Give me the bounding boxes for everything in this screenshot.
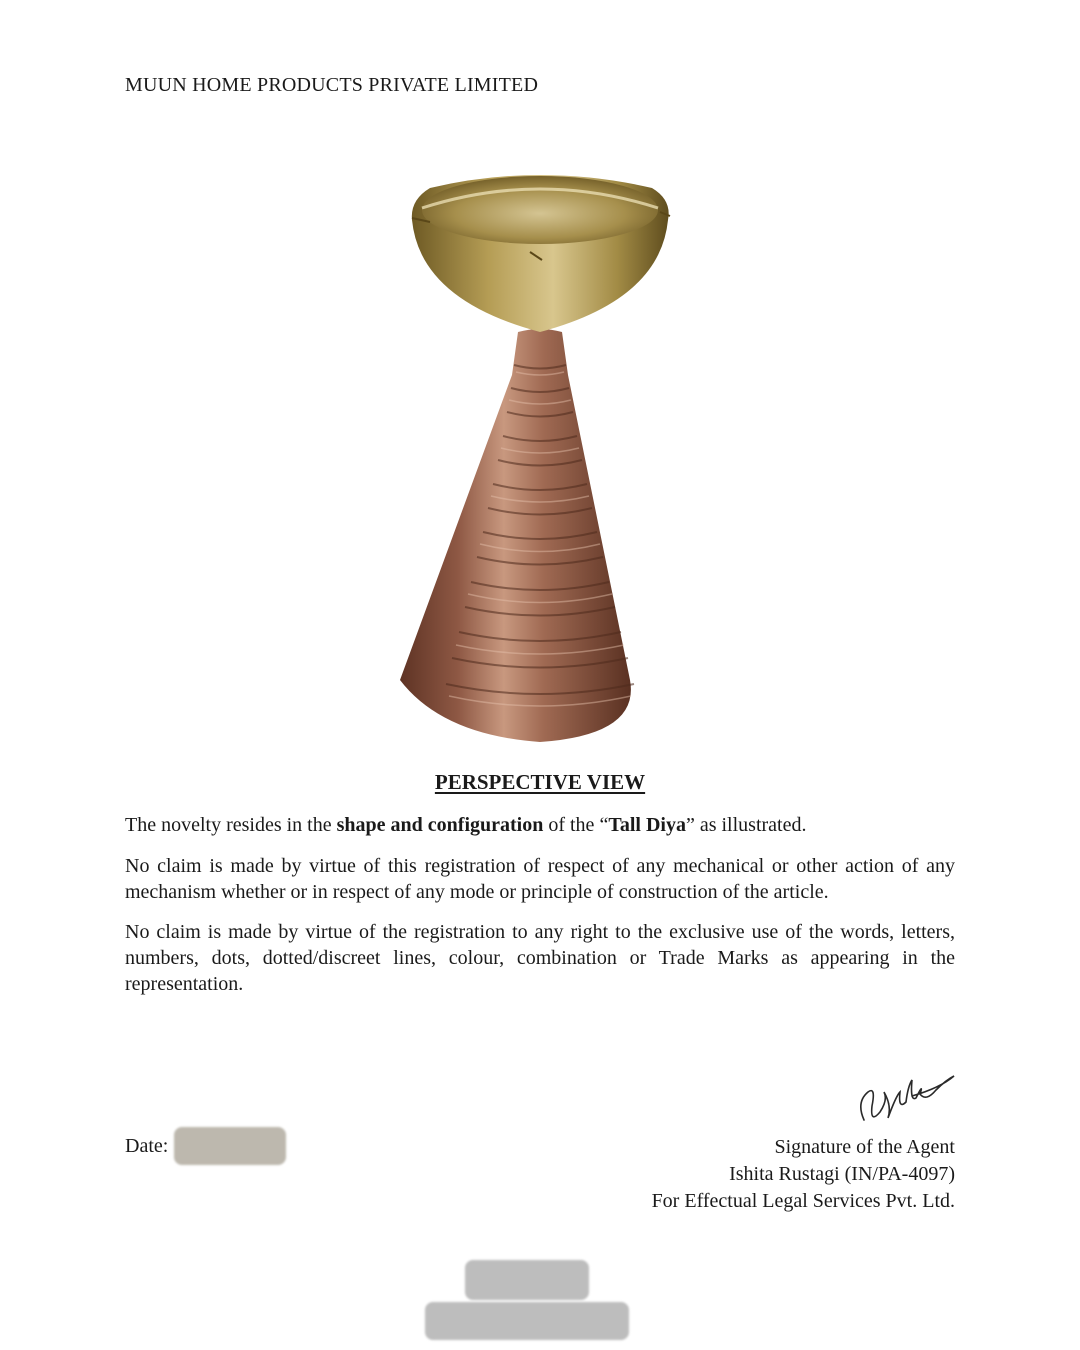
trademark-disclaimer: No claim is made by virtue of the registration to any right to the exclusive use of the words, letters, numbers, dots, dotted/discreet lines, colour, combination or Trade Marks as appearing in the representation. <box>125 921 955 995</box>
redacted-footer-line-1 <box>465 1260 589 1300</box>
novelty-text-1: The novelty resides in the <box>125 814 337 836</box>
signature-block <box>652 1134 955 1215</box>
redacted-footer-line-2 <box>425 1302 629 1340</box>
tall-diya-illustration <box>390 160 690 750</box>
signature-role: Signature of the Agent <box>774 1136 955 1158</box>
signature-firm: For Effectual Legal Services Pvt. Ltd. <box>651 1190 955 1212</box>
view-heading <box>0 770 1080 795</box>
redacted-date <box>174 1127 286 1165</box>
view-heading-text: PERSPECTIVE VIEW <box>434 770 646 794</box>
date-label: Date: <box>125 1135 169 1157</box>
diya-stem <box>400 329 631 742</box>
mechanical-disclaimer: No claim is made by virtue of this registration of respect of any mechanical or other action of any mechanism whether or in respect of any mode or principle of construction of the article. <box>125 855 955 903</box>
novelty-statement <box>125 812 955 838</box>
signature-agent-name: Ishita Rustagi (IN/PA-4097) <box>729 1163 955 1185</box>
company-name: MUUN HOME PRODUCTS PRIVATE LIMITED <box>125 74 539 96</box>
novelty-bold-1: shape and configuration <box>336 814 544 836</box>
novelty-text-3: ” as illustrated. <box>685 814 807 836</box>
novelty-text-2: of the “ <box>543 814 609 836</box>
novelty-bold-2: Tall Diya <box>608 814 686 836</box>
agent-signature-scribble <box>850 1062 960 1130</box>
